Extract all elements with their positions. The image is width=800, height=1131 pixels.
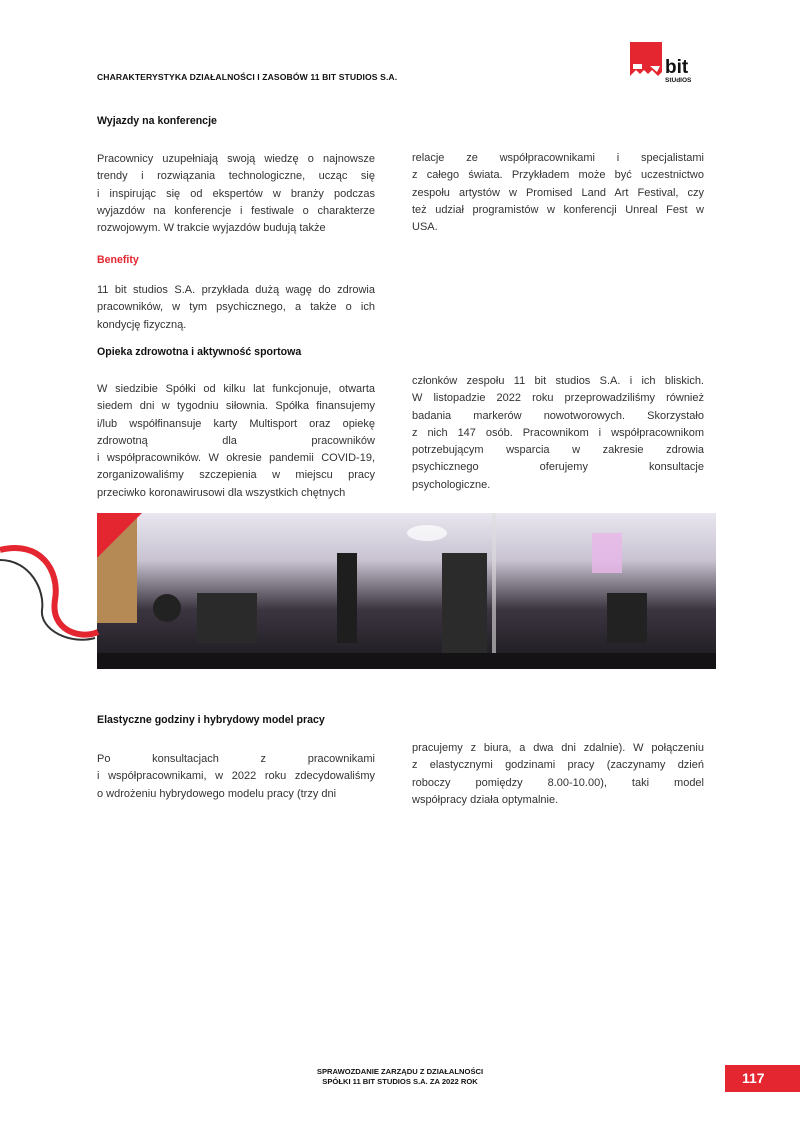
section-heading-conferences: Wyjazdy na konferencje <box>97 115 217 127</box>
svg-text:bit: bit <box>665 57 689 78</box>
text-line: W listopadzie 2022 roku przeprowadziliśmy również <box>412 392 704 405</box>
gym-image-icon <box>97 513 716 669</box>
text-line: i współpracowników. W okresie pandemii COVID-19, <box>97 452 375 465</box>
text-line: psychicznego oferujemy konsultacje <box>412 461 704 474</box>
text-line: z nich 147 osób. Pracownikom i współpracownikom <box>412 426 704 439</box>
header-title: CHARAKTERYSTYKA DZIAŁALNOŚCI I ZASOBÓW 11 BIT STUDIOS S.A. <box>97 72 398 82</box>
flexible-text-left <box>97 751 375 803</box>
benefits-text <box>97 282 375 334</box>
flexible-text-right <box>412 740 704 809</box>
text-line: roboczy pomiędzy 8.00-10.00), taki model <box>412 776 704 789</box>
text-line: z całego świata. Przykładem może być uczestnictwo <box>412 169 704 182</box>
decorative-resistance-band <box>0 540 100 650</box>
conferences-text-right <box>412 150 704 236</box>
svg-text:StUdIOS: StUdIOS <box>665 77 692 84</box>
text-line: W siedzibie Spółki od kilku lat funkcjonuje, otwarta <box>97 383 375 395</box>
text-line: psychologiczne. <box>412 478 491 491</box>
page-number: 117 <box>725 1065 800 1092</box>
text-line: wyjazdów na konferencje i festiwale o charakterze <box>97 204 375 217</box>
text-line: relacje ze współpracownikami i specjalistami <box>412 152 704 164</box>
health-text-right <box>412 373 704 494</box>
logo <box>630 42 705 87</box>
text-line: 11 bit studios S.A. przykłada dużą wagę do zdrowia <box>97 284 375 296</box>
text-line: też udział programistów w konferencji Unreal Fest w <box>412 203 704 216</box>
text-line: pracowników, w tym psychicznego, a także o ich <box>97 301 375 314</box>
text-line: o wdrożeniu hybrydowego modelu pracy (trzy dni <box>97 787 337 800</box>
text-line: Pracownicy uzupełniają swoją wiedzę o najnowsze <box>97 153 375 165</box>
text-line: zespołu artystów w Promised Land Art Festival, czy <box>412 186 704 199</box>
11-bit-studios-logo-icon <box>630 42 705 87</box>
text-line: kondycję fizyczną. <box>97 318 187 331</box>
text-line: członków zespołu 11 bit studios S.A. i ich bliskich. <box>412 375 704 387</box>
text-line: współpracy działa optymalnie. <box>412 793 559 806</box>
text-line: siedem dni w tygodniu siłownia. Spółka finansujemy <box>97 400 375 413</box>
text-line: Po konsultacjach z pracownikami <box>97 753 375 765</box>
text-line: z elastycznymi godzinami pracy (zaczynamy dzień <box>412 759 704 772</box>
resistance-band-icon <box>0 540 100 650</box>
text-line: trendy i rozwiązania technologiczne, ucząc się <box>97 170 375 183</box>
section-heading-flexible-hours: Elastyczne godziny i hybrydowy model pracy <box>97 714 325 726</box>
text-line: potrzebującym wsparcia w zakresie zdrowia <box>412 444 704 457</box>
text-line: rozwojowym. W trakcie wyjazdów budują także <box>97 222 326 235</box>
section-heading-benefits: Benefity <box>97 254 139 266</box>
text-line: i współpracownikami, w 2022 roku zdecydowaliśmy <box>97 770 375 783</box>
gym-photo <box>97 513 716 669</box>
text-line: zorganizowaliśmy szczepienia w miejscu pracy <box>97 469 375 482</box>
conferences-text-left <box>97 151 375 237</box>
text-line: i/lub współfinansuje karty Multisport oraz opiekę <box>97 417 375 430</box>
section-heading-health: Opieka zdrowotna i aktywność sportowa <box>97 346 302 358</box>
text-line: USA. <box>412 221 438 234</box>
text-line: badania markerów nowotworowych. Skorzystało <box>412 409 704 422</box>
health-text-left <box>97 381 375 502</box>
footer-line-2: SPÓŁKI 11 BIT STUDIOS S.A. ZA 2022 ROK <box>322 1077 478 1086</box>
text-line: zdrowotną dla pracowników <box>97 434 375 447</box>
footer-line-1: SPRAWOZDANIE ZARZĄDU Z DZIAŁALNOŚCI <box>316 1067 484 1076</box>
text-line: i inspirując się od ekspertów w branży podczas <box>97 187 375 200</box>
text-line: przeciwko koronawirusowi dla wszystkich chętnych <box>97 486 346 499</box>
text-line: pracujemy z biura, a dwa dni zdalnie). W połączeniu <box>412 742 704 754</box>
